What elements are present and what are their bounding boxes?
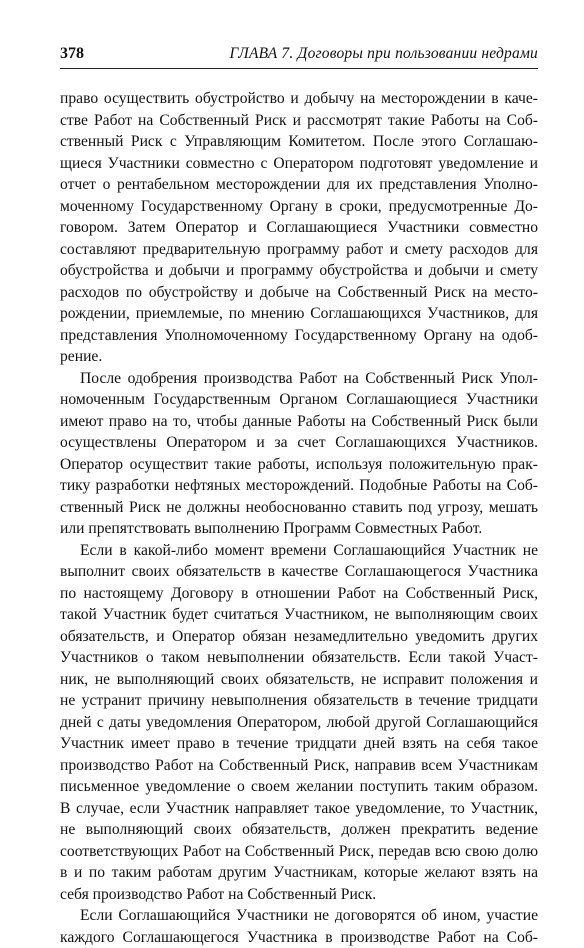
text-line: такой Участник будет считаться Участником, не выполняющим своих (60, 604, 538, 626)
text-line: В случае, если Участник направляет такое уведомление, то Участник, (60, 798, 538, 820)
text-line: Если в какой-либо момент времени Соглашающийся Участник не (60, 540, 538, 562)
text-line: отчет о рентабельном месторождении для их представления Уполно- (60, 174, 538, 196)
running-head (60, 44, 538, 68)
text-line: не выполняющий своих обязательств, должен прекратить ведение (60, 819, 538, 841)
text-line: рождении, приемлемые, по мнению Соглашающихся Участников, для (60, 303, 538, 325)
text-line: себя производство Работ на Собственный Риск. (60, 884, 538, 906)
text-line: или препятствовать выполнению Программ Совместных Работ. (60, 518, 538, 540)
page-number: 378 (60, 44, 84, 64)
text-line: соответствующих Работ на Собственный Риск, передав всю свою долю (60, 841, 538, 863)
text-line: Если Соглашающийся Участники не договорятся об ином, участие (60, 905, 538, 927)
paragraph (60, 905, 538, 948)
text-line: Участник имеет право в течение тридцати дней взять на себя такое (60, 733, 538, 755)
paragraph (60, 88, 538, 368)
text-line: рение. (60, 346, 538, 368)
text-line: обязательств, и Оператор обязан незамедлительно уведомить других (60, 626, 538, 648)
text-line: не устранит причину невыполнения обязательств в течение тридцати (60, 690, 538, 712)
text-line: каждого Соглашающегося Участника в производстве Работ на Соб- (60, 927, 538, 948)
text-line: щиеся Участники совместно с Оператором подготовят уведомление и (60, 153, 538, 175)
paragraph (60, 540, 538, 906)
text-line: Оператор осуществит такие работы, используя положительную прак- (60, 454, 538, 476)
text-line: имеют право на то, чтобы данные Работы на Собственный Риск были (60, 411, 538, 433)
text-line: говором. Затем Оператор и Соглашающиеся Участники совместно (60, 217, 538, 239)
text-line: обустройства и добычи и программу обустройства и добычи и смету (60, 260, 538, 282)
text-line: право осуществить обустройство и добычу на месторождении в каче- (60, 88, 538, 110)
text-line: дней с даты уведомления Оператором, любой другой Соглашающийся (60, 712, 538, 734)
text-line: производство Работ на Собственный Риск, направив всем Участникам (60, 755, 538, 777)
text-line: выполнит своих обязательств в качестве Соглашающегося Участника (60, 561, 538, 583)
text-line: представления Уполномоченному Государственному Органу на одоб- (60, 325, 538, 347)
text-line: После одобрения производства Работ на Собственный Риск Упол- (60, 368, 538, 390)
text-line: ственный Риск не должны необоснованно ставить под угрозу, мешать (60, 497, 538, 519)
text-line: составляют предварительную программу работ и смету расходов для (60, 239, 538, 261)
text-line: тику разработки нефтяных месторождений. Подобные Работы на Соб- (60, 475, 538, 497)
body-text (60, 88, 538, 948)
chapter-title: ГЛАВА 7. Договоры при пользовании недрами (229, 44, 538, 64)
text-line: ник, не выполняющий своих обязательств, не исправит положения и (60, 669, 538, 691)
text-line: письменное уведомление о своем желании поступить таким образом. (60, 776, 538, 798)
text-line: осуществлены Оператором и за счет Соглашающихся Участников. (60, 432, 538, 454)
header-rule (60, 68, 538, 69)
paragraph (60, 368, 538, 540)
text-line: расходов по обустройству и добыче на Собственный Риск на место- (60, 282, 538, 304)
text-line: по настоящему Договору в отношении Работ на Собственный Риск, (60, 583, 538, 605)
text-line: моченному Государственному Органу в сроки, предусмотренные До- (60, 196, 538, 218)
text-line: номоченным Государственным Органом Соглашающиеся Участники (60, 389, 538, 411)
text-line: в и по таким работам другим Участникам, которые желают взять на (60, 862, 538, 884)
text-line: стве Работ на Собственный Риск и рассмотрят такие Работы на Соб- (60, 110, 538, 132)
text-line: ственный Риск с Управляющим Комитетом. После этого Соглашаю- (60, 131, 538, 153)
text-line: Участников о таком невыполнении обязательств. Если такой Участ- (60, 647, 538, 669)
